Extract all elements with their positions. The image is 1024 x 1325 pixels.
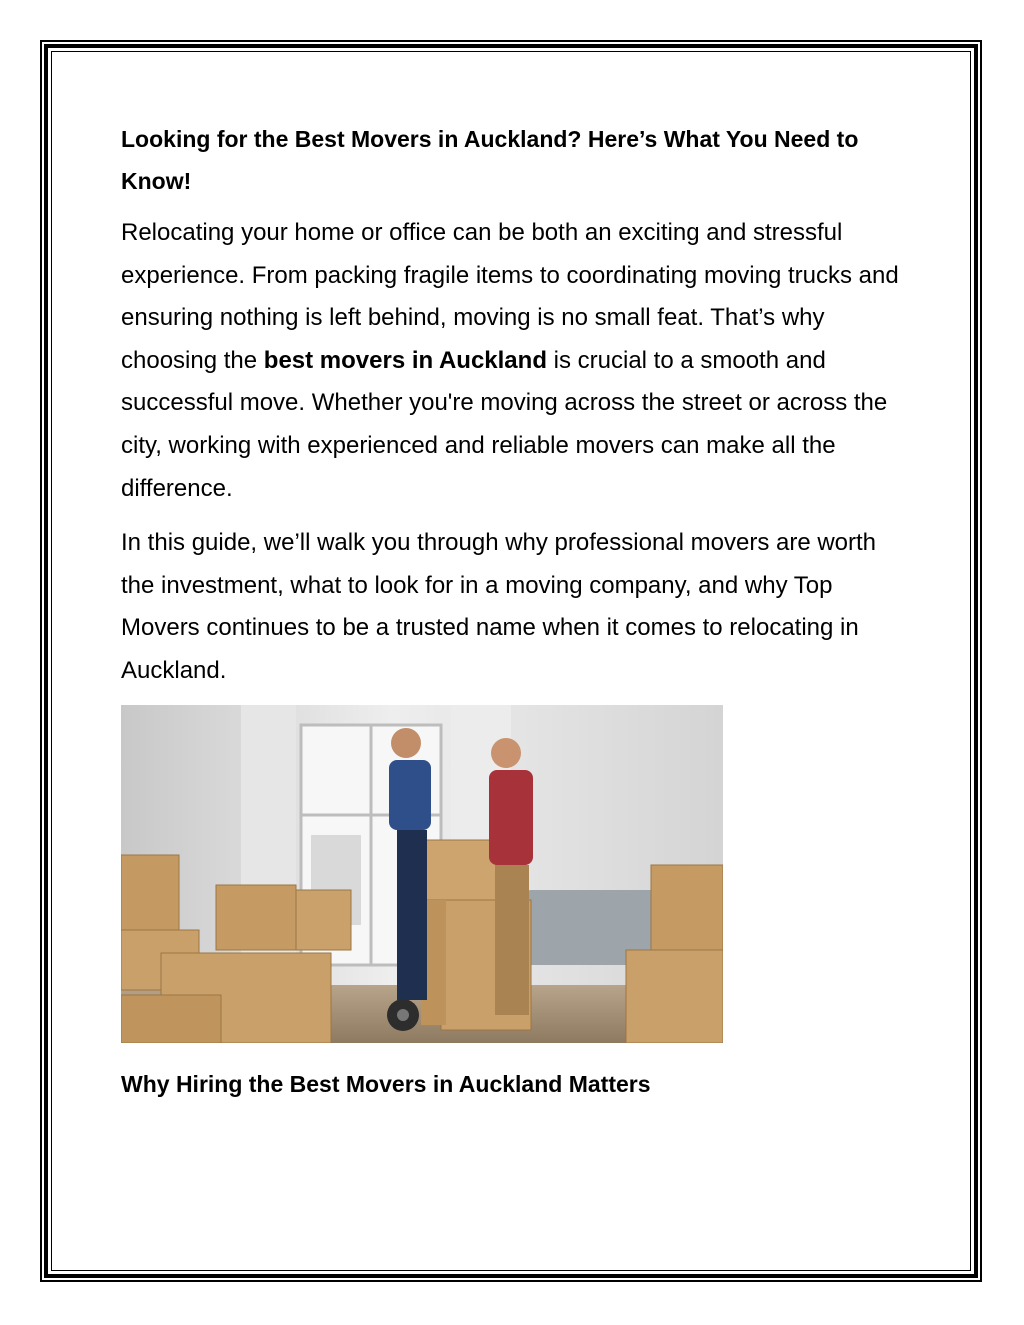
section-heading: Why Hiring the Best Movers in Auckland Matters [121,1070,651,1097]
movers-photo [121,705,723,1043]
document-title: Looking for the Best Movers in Auckland? Here’s What You Need to Know! [121,126,859,194]
intro-paragraph-bold-phrase: best movers in Auckland [263,346,547,374]
intro-paragraph-text-end: is crucial to a smooth and successful move. Whether you're moving across the street or across the city, working with experienced and reliable movers can make all the difference. [121,346,888,502]
guide-paragraph: In this guide, we’ll walk you through why professional movers are worth the investment, what to look for in a moving company, and why Top Movers continues to be a trusted name when it comes to relocating in Auckland. [121,529,877,684]
intro-paragraph [121,212,911,510]
intro-paragraph-text-start: Relocating your home or office can be both an exciting and stressful experience. From packing fragile items to coordinating moving trucks and ensuring nothing is left behind, moving is no small feat. That’s why choosing the [121,219,899,374]
document-body [121,118,911,1101]
